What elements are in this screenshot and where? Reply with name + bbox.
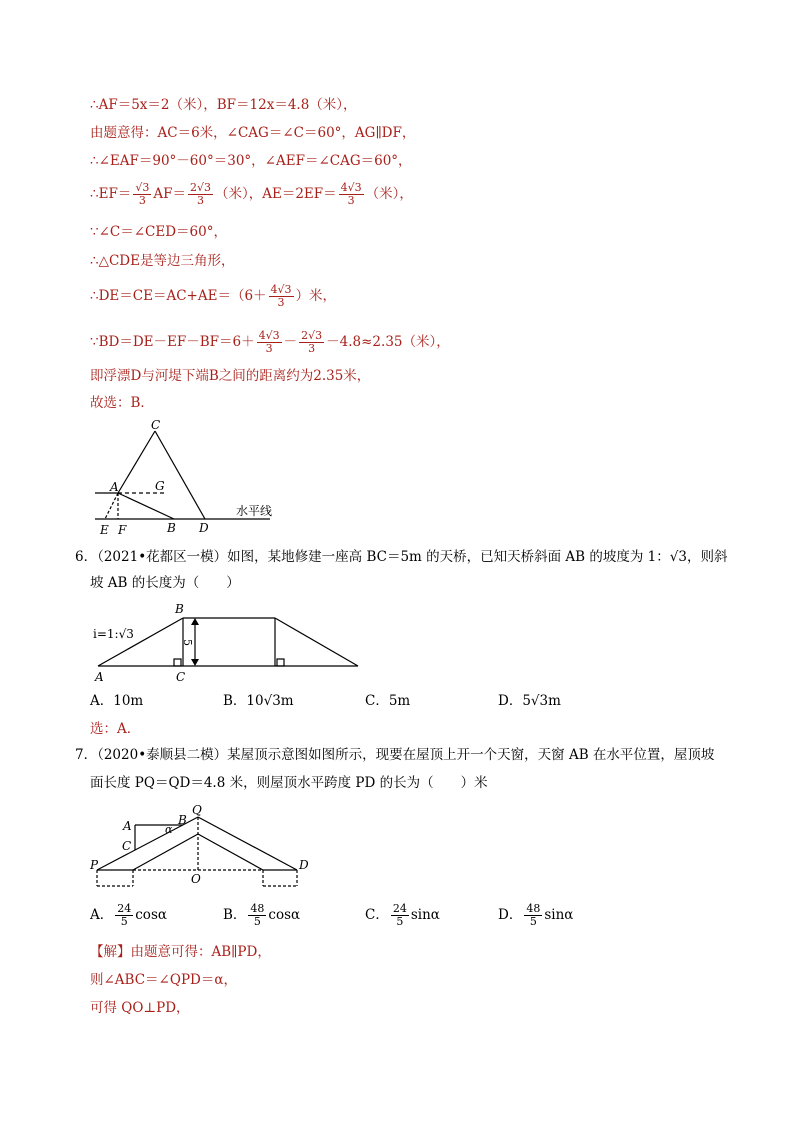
den: 5 (396, 915, 404, 928)
fraction (339, 182, 364, 207)
label-D: D (199, 521, 209, 535)
num: 2√3 (301, 329, 323, 342)
q6-option-c[interactable]: C．5m (365, 693, 411, 709)
fraction (133, 182, 151, 207)
text: － (283, 334, 298, 350)
option-letter: B． (223, 907, 247, 923)
text: ∴EF＝ (90, 186, 132, 202)
den: 3 (308, 342, 316, 355)
num: 48 (250, 902, 265, 915)
label-F: F (118, 523, 127, 537)
triangle-river-figure (85, 418, 295, 540)
den: 5 (253, 915, 261, 928)
label-P: P (90, 858, 99, 872)
fraction (299, 330, 324, 355)
q7-line-1: 7．（2020•泰顺县二模）某屋顶示意图如图所示，现要在屋顶上开一个天窗，天窗 AB 在水平位置，屋顶坡 (75, 747, 715, 763)
q6-line-1 (75, 547, 727, 567)
q6-option-d[interactable]: D．5√3m (498, 693, 561, 709)
roof-figure (85, 800, 325, 895)
q6-answer: 选：A． (90, 721, 141, 737)
den: 3 (277, 296, 285, 309)
label-alpha: α (165, 823, 173, 836)
label-C: C (122, 839, 132, 853)
label-Q: Q (192, 803, 202, 817)
fraction (257, 330, 282, 355)
num: 4√3 (270, 283, 292, 296)
q6-line-2: 坡 AB 的长度为（ ） (90, 575, 240, 591)
q7-option-c[interactable] (365, 903, 440, 928)
option-letter: A． (90, 907, 114, 923)
label-horizontal: 水平线 (236, 504, 273, 518)
text: （米），AE＝2EF＝ (214, 186, 337, 202)
q7-option-b[interactable] (223, 903, 300, 928)
overpass-figure (85, 598, 370, 688)
fraction (115, 903, 133, 928)
text: ∴DE＝CE＝AC+AE＝（6＋ (90, 288, 267, 304)
solution-tag: 【解】 (90, 944, 131, 960)
num: √3 (135, 181, 150, 194)
label-A: A (110, 480, 119, 494)
sol-line-8 (90, 330, 450, 355)
text: ）米， (295, 288, 337, 304)
text: ，则斜 (686, 549, 728, 565)
label-G: G (155, 479, 165, 493)
q7-option-a[interactable] (90, 903, 167, 928)
q7-option-d[interactable] (498, 903, 573, 928)
num: 4√3 (340, 181, 362, 194)
den: 3 (138, 194, 146, 207)
option-letter: D． (498, 907, 523, 923)
q7-line-2: 面长度 PQ＝QD＝4.8 米，则屋顶水平跨度 PD 的长为（ ）米 (90, 775, 488, 791)
den: 5 (120, 915, 128, 928)
num: 24 (392, 902, 407, 915)
slope-ratio-label: i=1:√3 (93, 627, 134, 641)
den: 5 (529, 915, 537, 928)
q6-option-a[interactable]: A．10m (90, 693, 144, 709)
text: AF＝ (153, 186, 186, 202)
text: 6．（2021•花都区一模）如图，某地修建一座高 BC＝5m 的天桥，已知天桥斜面 AB 的坡度为 1： (75, 549, 670, 565)
sol-line-6: ∴△CDE是等边三角形， (90, 253, 235, 269)
fraction (248, 903, 266, 928)
den: 3 (196, 194, 204, 207)
fraction (391, 903, 409, 928)
num: 4√3 (258, 329, 280, 342)
fraction (269, 284, 294, 309)
sol-line-9: 即浮漂D与河堤下端B之间的距离约为2.35米， (90, 368, 371, 384)
sol-line-1: ∴AF＝5x＝2（米），BF＝12x＝4.8（米）， (90, 97, 357, 113)
sol-line-2: 由题意得：AC＝6米，∠CAG＝∠C＝60°，AG∥DF， (90, 125, 416, 141)
q7-sol-line-3: 可得 QO⊥PD， (90, 1000, 190, 1016)
sol-line-3: ∴∠EAF＝90°－60°＝30°，∠AEF＝∠CAG＝60°， (90, 153, 412, 169)
sol-line-10: 故选：B． (90, 395, 154, 411)
text: 由题意可得：AB∥PD， (130, 944, 271, 960)
q7-sol-line-1 (90, 942, 271, 962)
num: 48 (526, 902, 541, 915)
label-B: B (175, 602, 184, 616)
option-letter: C． (365, 907, 389, 923)
label-C: C (151, 418, 161, 432)
text: －4.8≈2.35（米）， (326, 334, 450, 350)
trig: cosα (268, 907, 301, 923)
label-B: B (167, 521, 176, 535)
sqrt3: √3 (669, 549, 687, 565)
text: ∵BD＝DE－EF－BF＝6＋ (90, 334, 255, 350)
sol-line-4 (90, 182, 413, 207)
height-label: 5 (181, 639, 194, 646)
num: 2√3 (189, 181, 211, 194)
label-E: E (100, 523, 109, 537)
sol-line-7 (90, 284, 336, 309)
den: 3 (265, 342, 273, 355)
trig: sinα (410, 907, 440, 923)
den: 3 (347, 194, 355, 207)
q7-sol-line-2: 则∠ABC＝∠QPD＝α， (90, 972, 237, 988)
label-D: D (299, 858, 309, 872)
label-A: A (95, 670, 104, 684)
label-B: B (178, 813, 187, 827)
label-O: O (191, 872, 201, 886)
label-A: A (123, 819, 132, 833)
fraction (524, 903, 542, 928)
sol-line-5: ∵∠C＝∠CED＝60°， (90, 224, 227, 240)
q6-option-b[interactable]: B．10√3m (223, 693, 294, 709)
fraction (188, 182, 213, 207)
trig: sinα (544, 907, 574, 923)
num: 24 (117, 902, 132, 915)
trig: cosα (135, 907, 167, 923)
text: （米）， (365, 186, 413, 202)
label-C: C (176, 670, 186, 684)
